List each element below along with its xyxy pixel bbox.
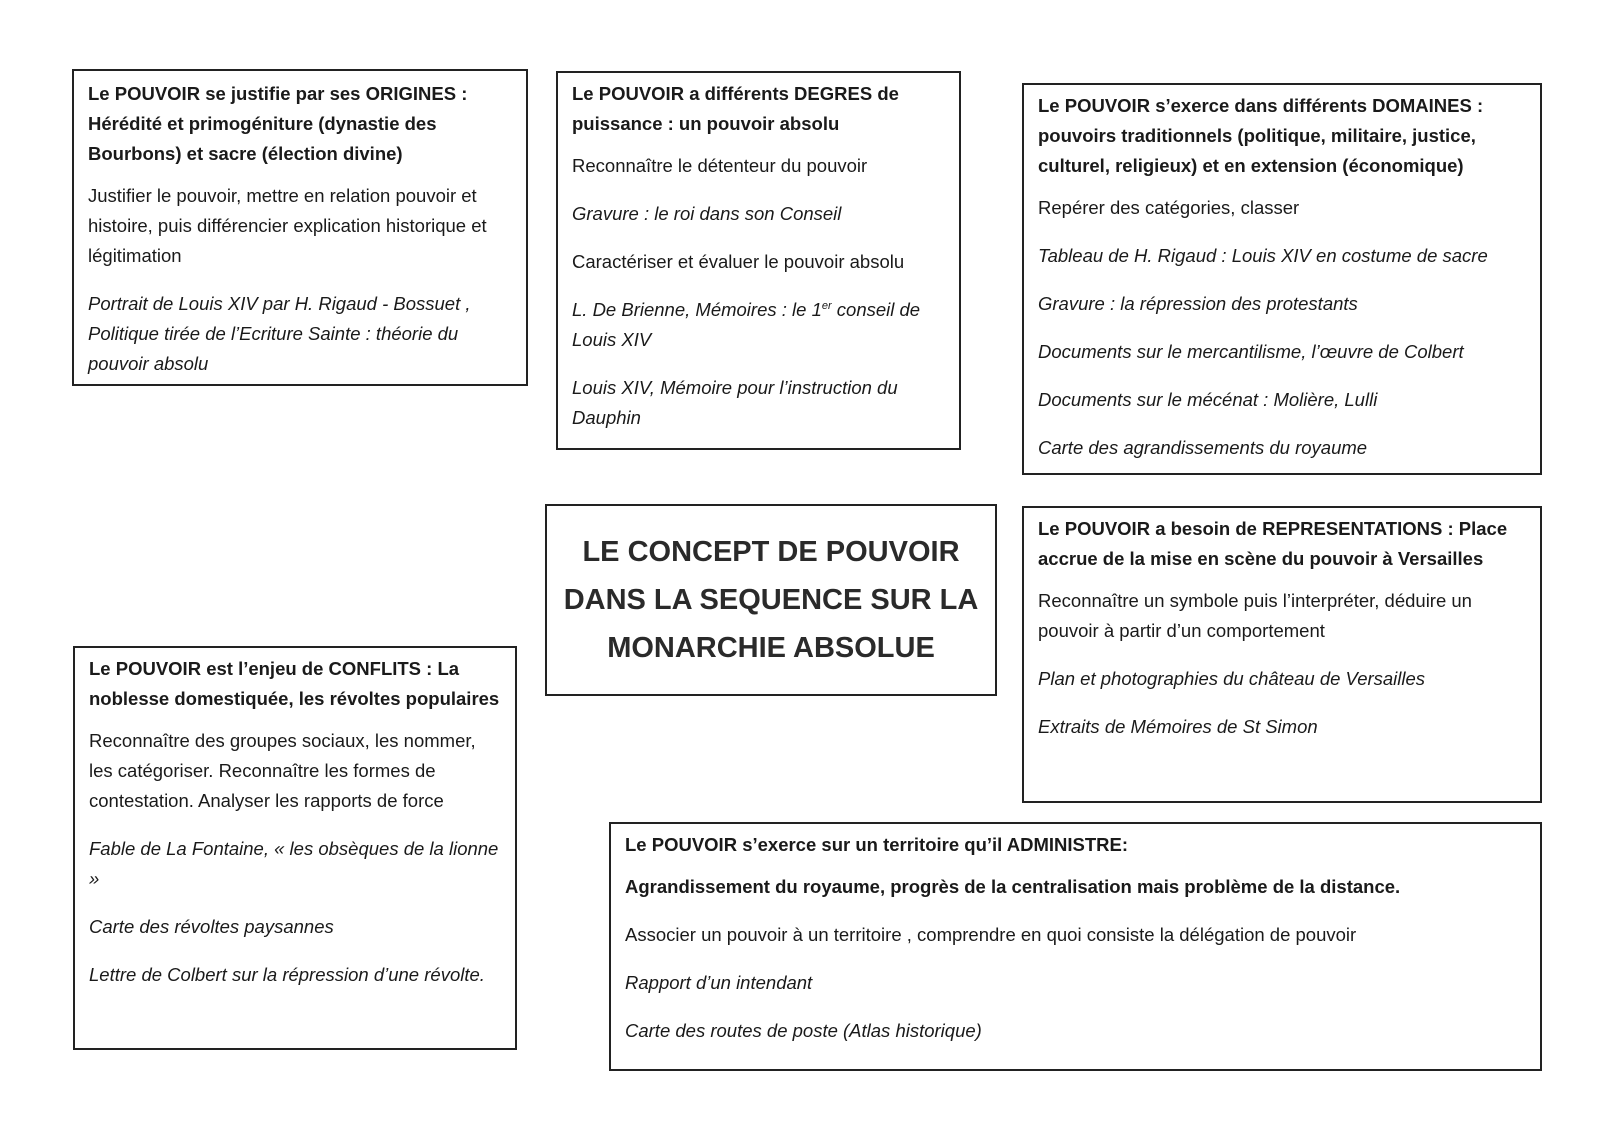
domaines-heading: Le POUVOIR s’exerce dans différents DOMAINES : pouvoirs traditionnels (politique, militaire, justice, culturel, religieux) et en extension (économique) — [1038, 95, 1484, 176]
box-conflits — [73, 646, 517, 1050]
degres-doc-2-sup: er — [821, 299, 832, 312]
box-territoire — [609, 822, 1542, 1071]
degres-skill-1: Reconnaître le détenteur du pouvoir — [572, 155, 868, 176]
degres-heading: Le POUVOIR a différents DEGRES de puissance : un pouvoir absolu — [572, 83, 899, 134]
conflits-heading: Le POUVOIR est l’enjeu de CONFLITS : La noblesse domestiquée, les révoltes populaires — [89, 658, 500, 709]
domaines-doc: Documents sur le mécénat : Molière, Lulli — [1038, 389, 1378, 410]
degres-doc-2 — [572, 295, 945, 355]
territoire-doc: Rapport d’un intendant — [625, 972, 813, 993]
domaines-skill: Repérer des catégories, classer — [1038, 197, 1300, 218]
representations-heading: Le POUVOIR a besoin de REPRESENTATIONS : Place accrue de la mise en scène du pouvoir à Versailles — [1038, 518, 1508, 569]
domaines-doc: Gravure : la répression des protestants — [1038, 293, 1358, 314]
representations-doc: Extraits de Mémoires de St Simon — [1038, 716, 1318, 737]
center-title-line: DANS LA SEQUENCE SUR LA — [563, 584, 979, 616]
degres-doc-2-post: conseil de Louis XIV — [572, 299, 921, 350]
box-origines — [72, 69, 528, 386]
center-title-box — [545, 504, 997, 696]
representations-skill: Reconnaître un symbole puis l’interpréter, déduire un pouvoir à partir d’un comportement — [1038, 590, 1472, 641]
degres-doc-1: Gravure : le roi dans son Conseil — [572, 203, 842, 224]
center-title-line: LE CONCEPT DE POUVOIR — [582, 536, 960, 568]
representations-doc: Plan et photographies du château de Versailles — [1038, 668, 1426, 689]
box-degres — [556, 71, 961, 450]
conflits-doc: Fable de La Fontaine, « les obsèques de la lionne » — [89, 838, 499, 889]
domaines-doc: Documents sur le mercantilisme, l’œuvre de Colbert — [1038, 341, 1464, 362]
domaines-doc: Tableau de H. Rigaud : Louis XIV en costume de sacre — [1038, 245, 1488, 266]
degres-doc-2-pre: L. De Brienne, Mémoires : le 1 — [572, 299, 822, 320]
domaines-doc: Carte des agrandissements du royaume — [1038, 437, 1368, 458]
degres-skill-2: Caractériser et évaluer le pouvoir absolu — [572, 251, 905, 272]
territoire-subheading: Agrandissement du royaume, progrès de la centralisation mais problème de la distance. — [625, 876, 1401, 897]
origines-doc: Portrait de Louis XIV par H. Rigaud - Bossuet , Politique tirée de l’Ecriture Sainte : théorie du pouvoir absolu — [88, 293, 471, 374]
conflits-skill: Reconnaître des groupes sociaux, les nommer, les catégoriser. Reconnaître les formes de contestation. Analyser les rapports de force — [89, 730, 476, 811]
conflits-doc: Lettre de Colbert sur la répression d’une révolte. — [89, 964, 485, 985]
box-representations — [1022, 506, 1542, 803]
origines-heading: Le POUVOIR se justifie par ses ORIGINES : Hérédité et primogéniture (dynastie des Bourbons) et sacre (élection divine) — [88, 83, 468, 164]
degres-doc-3: Louis XIV, Mémoire pour l’instruction du Dauphin — [572, 377, 898, 428]
conflits-doc: Carte des révoltes paysannes — [89, 916, 334, 937]
territoire-skill: Associer un pouvoir à un territoire , comprendre en quoi consiste la délégation de pouvoir — [625, 924, 1357, 945]
origines-skill: Justifier le pouvoir, mettre en relation pouvoir et histoire, puis différencier explication historique et légitimation — [88, 185, 487, 266]
center-title-line: MONARCHIE ABSOLUE — [607, 632, 935, 664]
territoire-doc: Carte des routes de poste (Atlas historique) — [625, 1020, 982, 1041]
box-domaines — [1022, 83, 1542, 475]
territoire-heading: Le POUVOIR s’exerce sur un territoire qu’il ADMINISTRE: — [625, 834, 1129, 855]
